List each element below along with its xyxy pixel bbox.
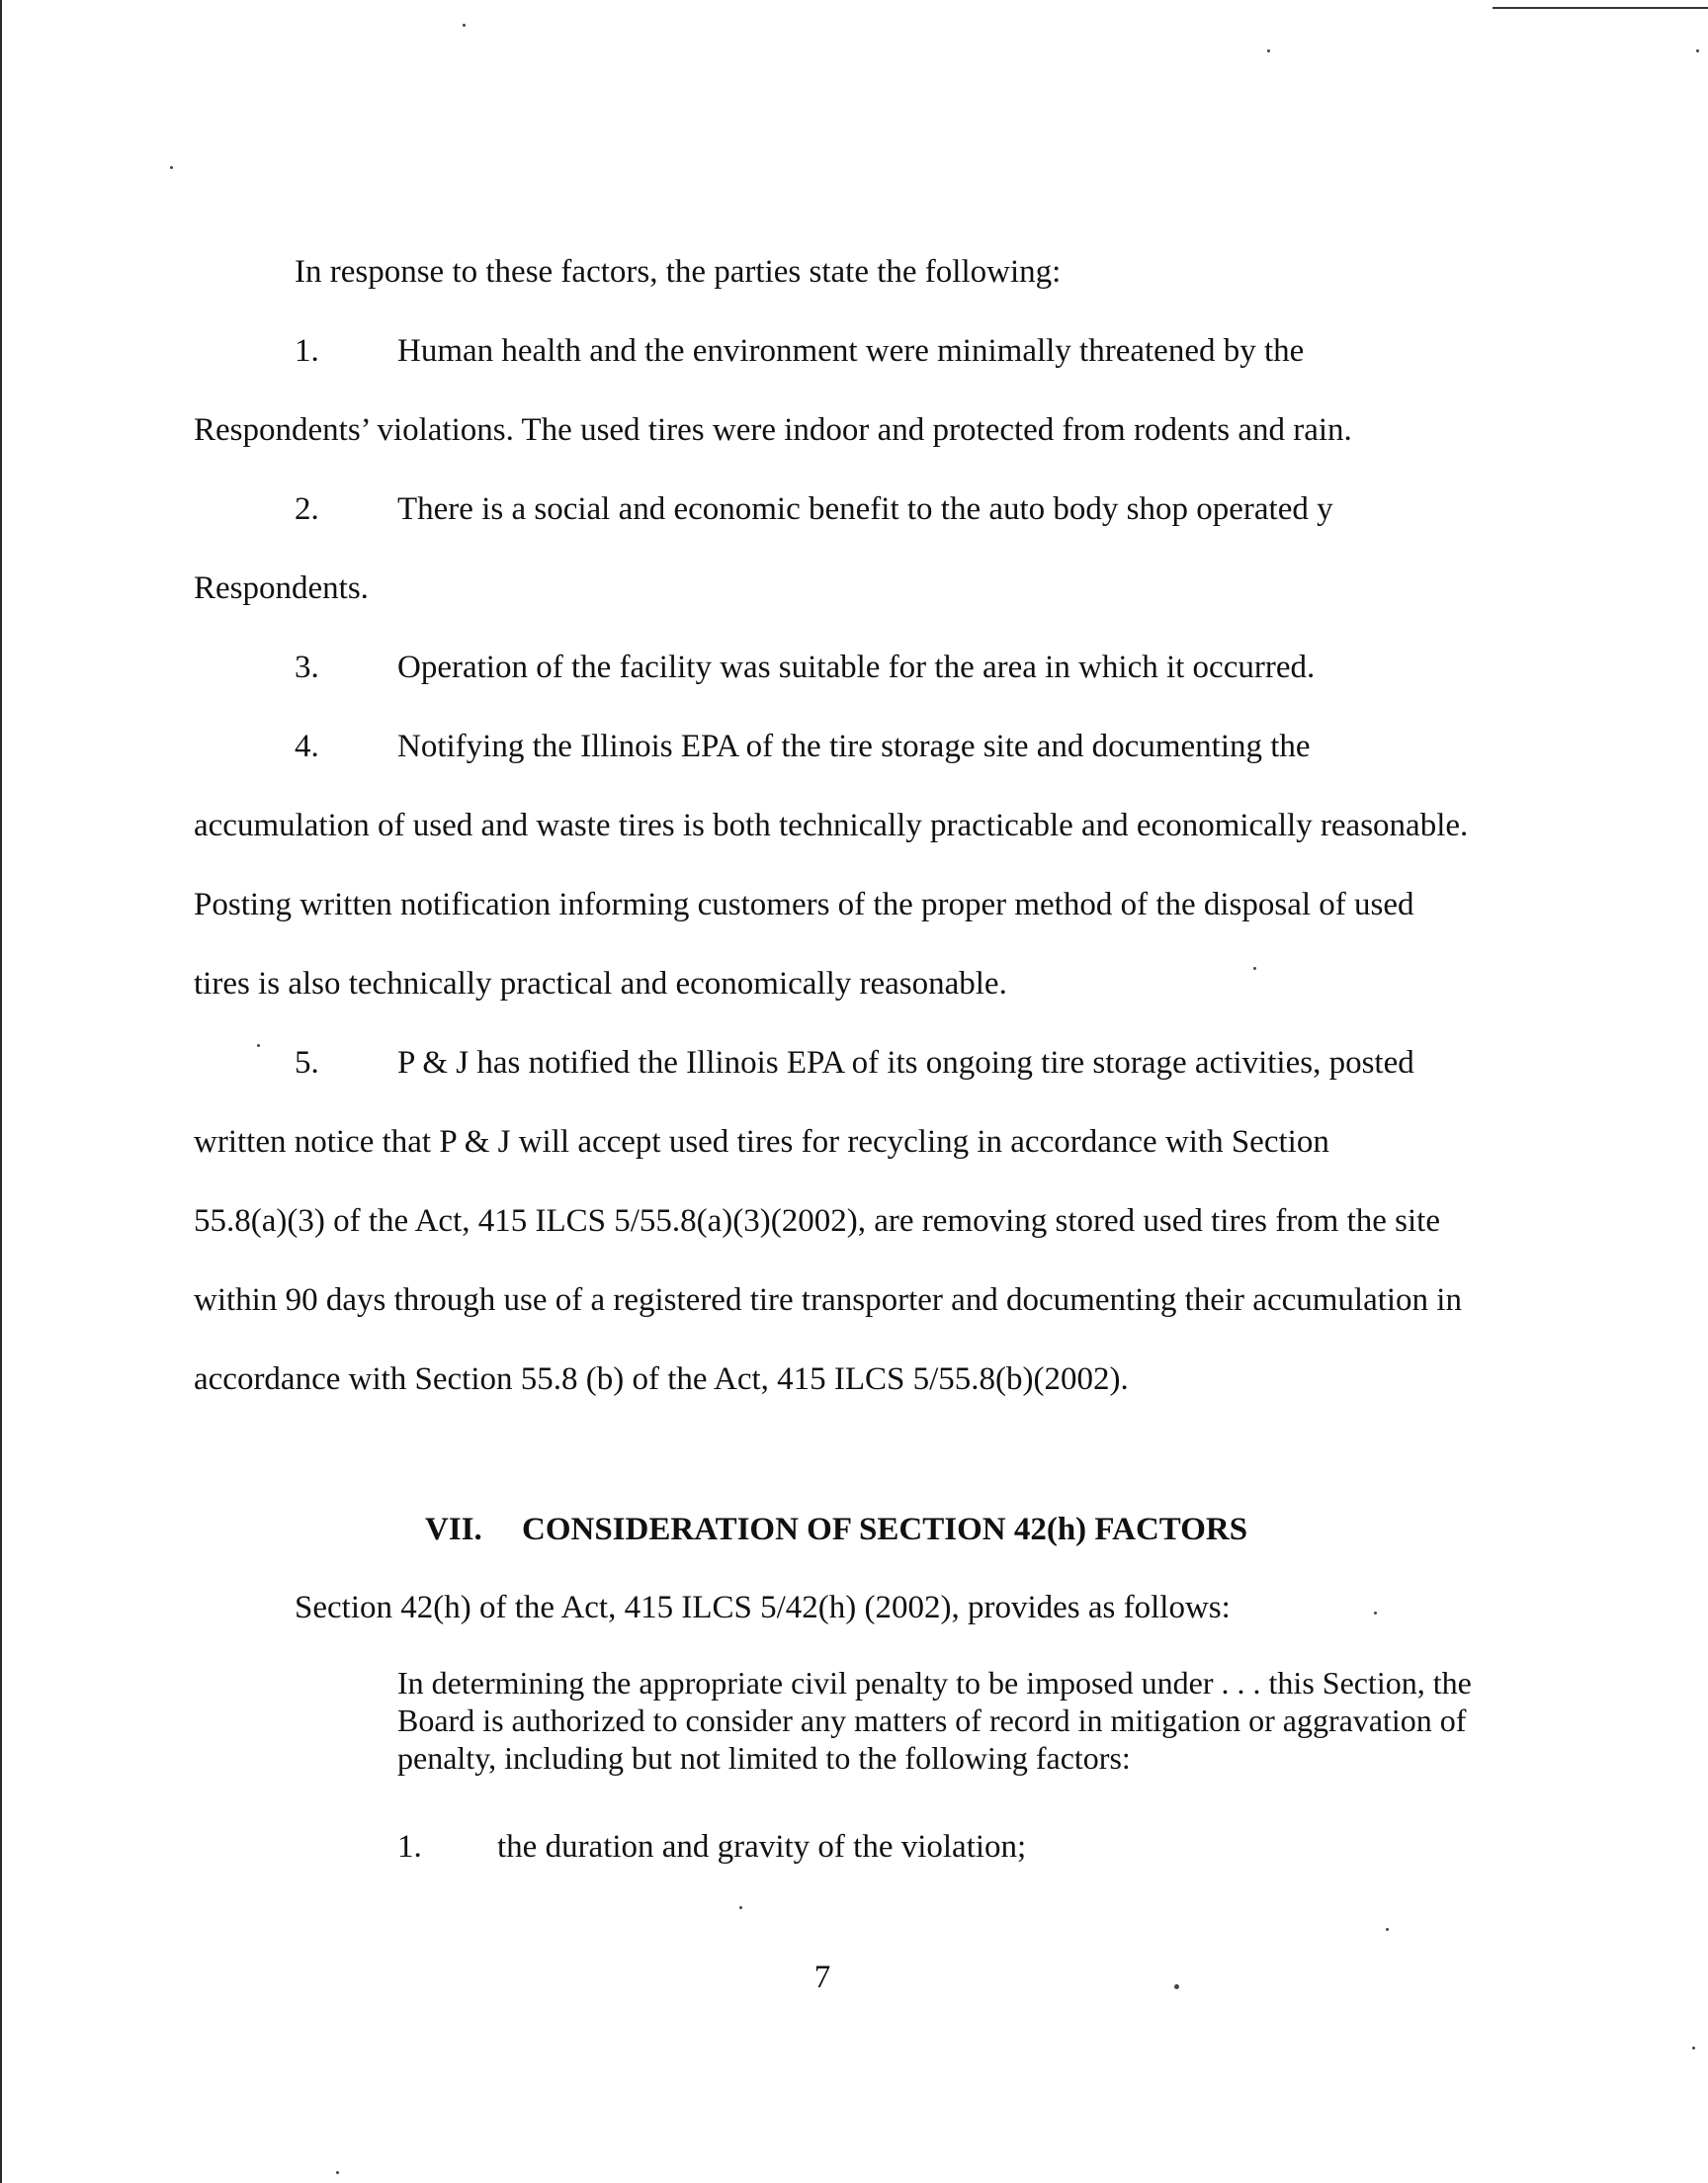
scan-speck bbox=[1374, 1612, 1377, 1615]
scan-edge-top-rule bbox=[1493, 7, 1708, 9]
scan-speck bbox=[170, 166, 173, 169]
intro-paragraph: In response to these factors, the parties state the following: bbox=[295, 254, 1062, 290]
item-number: 1. bbox=[295, 333, 319, 369]
item-text-line: within 90 days through use of a registered tire transporter and documenting their accumulation in bbox=[194, 1282, 1462, 1318]
item-number: 2. bbox=[295, 491, 319, 527]
item-number: 5. bbox=[295, 1045, 319, 1081]
item-number: 3. bbox=[295, 650, 319, 685]
block-quote: In determining the appropriate civil penalty to be imposed under . . . this Section, the Board is authorized to consider any matters of record in mitigation or aggravation of penalty, including but not limited to the following factors: bbox=[397, 1665, 1472, 1776]
item-text-line: Operation of the facility was suitable for the area in which it occurred. bbox=[397, 650, 1316, 685]
item-number: 4. bbox=[295, 729, 319, 764]
item-text-line: Notifying the Illinois EPA of the tire storage site and documenting the bbox=[397, 729, 1311, 764]
section-title: CONSIDERATION OF SECTION 42(h) FACTORS bbox=[522, 1512, 1248, 1547]
scan-speck bbox=[1267, 49, 1270, 52]
section-number: VII. bbox=[425, 1512, 482, 1547]
scan-speck bbox=[1696, 49, 1699, 52]
item-text-line: accordance with Section 55.8 (b) of the Act, 415 ILCS 5/55.8(b)(2002). bbox=[194, 1361, 1129, 1397]
scan-speck bbox=[463, 24, 466, 27]
item-text-line: Respondents’ violations. The used tires were indoor and protected from rodents and rain. bbox=[194, 412, 1352, 448]
scan-speck bbox=[336, 2171, 339, 2174]
scan-speck bbox=[1253, 967, 1256, 970]
item-text-line: 55.8(a)(3) of the Act, 415 ILCS 5/55.8(a)(3)(2002), are removing stored used tires from the site bbox=[194, 1203, 1440, 1239]
scan-speck bbox=[1692, 2047, 1695, 2050]
item-text-line: P & J has notified the Illinois EPA of its ongoing tire storage activities, posted bbox=[397, 1045, 1414, 1081]
item-text-line: There is a social and economic benefit to the auto body shop operated y bbox=[397, 491, 1333, 527]
item-text-line: tires is also technically practical and economically reasonable. bbox=[194, 966, 1007, 1002]
factor-text: the duration and gravity of the violation; bbox=[497, 1829, 1027, 1865]
item-text-line: Respondents. bbox=[194, 570, 369, 606]
scan-edge-left bbox=[0, 0, 2, 2183]
item-text-line: written notice that P & J will accept used tires for recycling in accordance with Section bbox=[194, 1124, 1329, 1160]
item-text-line: Human health and the environment were minimally threatened by the bbox=[397, 333, 1305, 369]
scan-speck bbox=[739, 1906, 742, 1909]
page-number: 7 bbox=[813, 1960, 831, 1995]
scan-speck bbox=[257, 1044, 260, 1047]
item-text-line: accumulation of used and waste tires is both technically practicable and economically reasonable. bbox=[194, 808, 1469, 843]
section-intro: Section 42(h) of the Act, 415 ILCS 5/42(h) (2002), provides as follows: bbox=[295, 1590, 1231, 1625]
scan-speck bbox=[1386, 1928, 1389, 1931]
item-text-line: Posting written notification informing customers of the proper method of the disposal of used bbox=[194, 887, 1414, 922]
factor-number: 1. bbox=[397, 1829, 422, 1865]
